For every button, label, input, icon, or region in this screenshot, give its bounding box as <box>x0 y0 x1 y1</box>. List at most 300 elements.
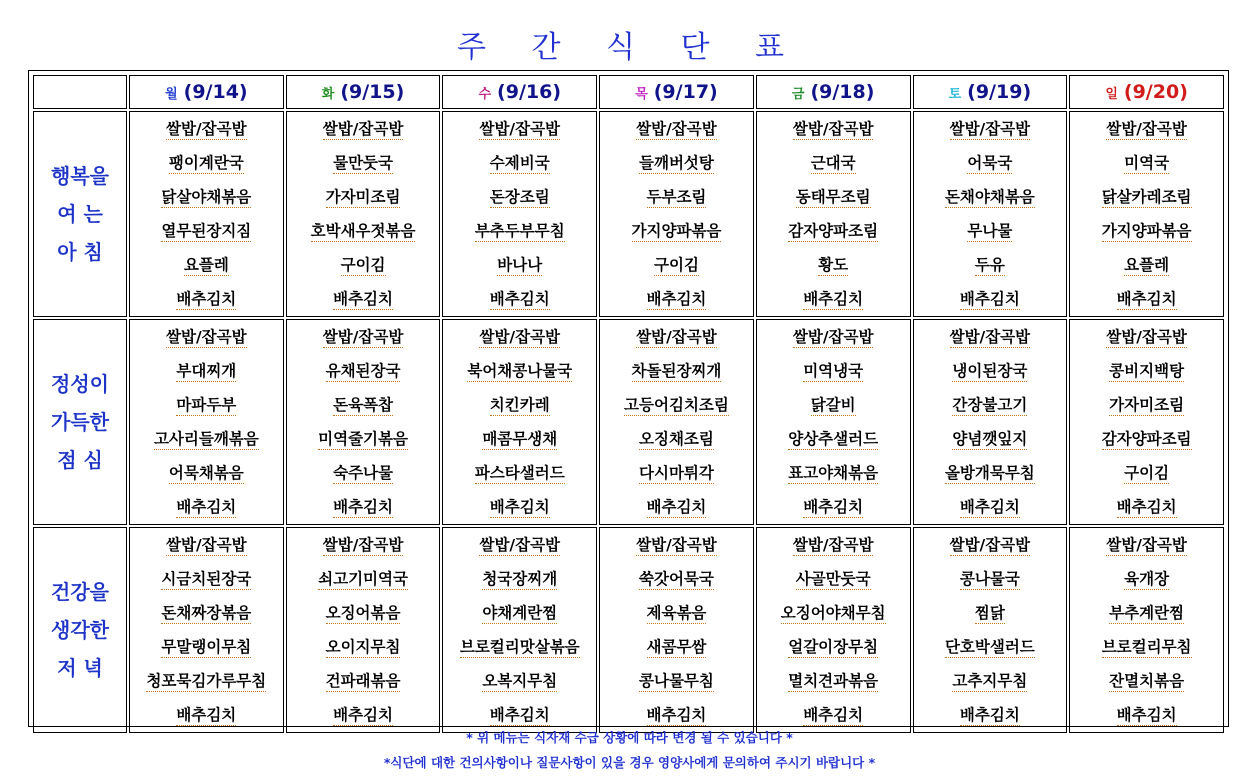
menu-item <box>443 698 596 732</box>
menu-item <box>757 596 910 630</box>
menu-item <box>1070 112 1223 146</box>
menu-item <box>443 180 596 214</box>
menu-item-text: 쌀밥/잡곡밥 <box>792 328 874 346</box>
meal-label-line: 저 녁 <box>57 656 103 680</box>
menu-item-text: 동태무조림 <box>795 188 871 206</box>
menu-cell <box>756 319 911 525</box>
menu-item <box>757 528 910 562</box>
menu-item <box>914 180 1067 214</box>
menu-item <box>443 248 596 282</box>
menu-item <box>287 112 440 146</box>
menu-item <box>914 630 1067 664</box>
menu-item <box>443 456 596 490</box>
menu-item <box>443 562 596 596</box>
menu-item-text: 치킨카레 <box>489 396 550 414</box>
menu-cell <box>599 319 754 525</box>
menu-item <box>287 146 440 180</box>
day-date: (9/18) <box>810 81 875 103</box>
menu-item <box>443 320 596 354</box>
menu-cell <box>286 527 441 733</box>
menu-item-text: 유채된장국 <box>325 362 401 380</box>
meal-label-line: 건강을 <box>51 580 109 604</box>
menu-item-text: 차돌된장찌개 <box>631 362 722 380</box>
menu-item-text: 물만둣국 <box>333 154 393 172</box>
notice-text: *식단에 대한 건의사항이나 질문사항이 있을 경우 영양사에게 문의하여 주시기 바랍니다 * <box>383 755 876 770</box>
menu-item <box>287 354 440 388</box>
menu-item <box>1070 354 1223 388</box>
day-date: (9/17) <box>653 81 718 103</box>
menu-cell <box>129 111 284 317</box>
menu-item-text: 구이김 <box>1124 464 1170 482</box>
menu-item-text: 돈장조림 <box>489 188 550 206</box>
menu-item-text: 쌀밥/잡곡밥 <box>949 328 1031 346</box>
menu-item <box>600 214 753 248</box>
menu-cell <box>913 111 1068 317</box>
menu-item <box>757 112 910 146</box>
menu-item <box>443 388 596 422</box>
menu-item-text: 잔멸치볶음 <box>1109 672 1185 690</box>
meal-row <box>33 319 1224 525</box>
menu-item-text: 다시마튀각 <box>639 464 714 482</box>
menu-item-text: 오이지무침 <box>325 638 401 656</box>
menu-item <box>1070 146 1223 180</box>
menu-item <box>914 388 1067 422</box>
menu-item <box>600 354 753 388</box>
menu-item <box>757 490 910 524</box>
menu-item <box>287 664 440 698</box>
menu-item <box>1070 282 1223 316</box>
menu-item-text: 오징어볶음 <box>325 604 401 622</box>
menu-item-text: 브로컬리무침 <box>1101 638 1192 656</box>
menu-item <box>130 562 283 596</box>
menu-item <box>287 562 440 596</box>
menu-item-text: 콩나물무침 <box>639 672 714 690</box>
day-header <box>442 75 597 109</box>
menu-item-text: 두부조림 <box>646 188 707 206</box>
menu-item <box>757 388 910 422</box>
day-date: (9/15) <box>340 81 405 103</box>
menu-item <box>443 422 596 456</box>
menu-item <box>1070 422 1223 456</box>
menu-item <box>600 664 753 698</box>
menu-item <box>600 146 753 180</box>
menu-item-text: 배추김치 <box>646 706 707 724</box>
menu-cell <box>129 527 284 733</box>
menu-item-text: 청국장찌개 <box>482 570 558 588</box>
menu-item-text: 닭갈비 <box>810 396 856 414</box>
menu-item <box>1070 630 1223 664</box>
menu-item <box>914 320 1067 354</box>
menu-item <box>443 664 596 698</box>
menu-item-text: 간장불고기 <box>952 396 1028 414</box>
menu-item <box>600 698 753 732</box>
menu-item-text: 오복지무침 <box>482 672 558 690</box>
menu-item-text: 쌀밥/잡곡밥 <box>949 536 1031 554</box>
menu-item <box>600 320 753 354</box>
day-glyph: 수 <box>478 87 492 102</box>
menu-item-text: 시금치된장국 <box>161 570 252 588</box>
menu-item-text: 쌀밥/잡곡밥 <box>166 328 247 346</box>
menu-item <box>914 528 1067 562</box>
meal-label-line: 생각한 <box>51 618 109 642</box>
menu-item-text: 미역국 <box>1124 154 1170 172</box>
day-header <box>1069 75 1224 109</box>
menu-item-text: 청포묵김가루무침 <box>146 672 267 690</box>
menu-item-text: 고사리들깨볶음 <box>153 430 259 448</box>
menu-item-text: 쌀밥/잡곡밥 <box>166 120 247 138</box>
day-glyph: 금 <box>791 87 805 102</box>
menu-item <box>757 248 910 282</box>
menu-item-text: 냉이된장국 <box>952 362 1028 380</box>
menu-item <box>130 146 283 180</box>
meal-label-line: 가득한 <box>51 410 109 434</box>
menu-item-text: 배추김치 <box>489 498 550 516</box>
menu-item <box>130 388 283 422</box>
menu-item-text: 올방개묵무침 <box>944 464 1035 482</box>
day-date: (9/14) <box>183 81 248 103</box>
menu-item <box>600 490 753 524</box>
menu-item-text: 콩비지백탕 <box>1109 362 1185 380</box>
menu-item-text: 쌀밥/잡곡밥 <box>1106 120 1187 138</box>
menu-cell <box>442 527 597 733</box>
menu-item <box>1070 528 1223 562</box>
day-glyph: 월 <box>165 87 178 102</box>
menu-item <box>914 112 1067 146</box>
menu-item-text: 배추김치 <box>176 290 237 308</box>
menu-item <box>914 248 1067 282</box>
menu-item <box>287 456 440 490</box>
menu-cell <box>1069 319 1224 525</box>
menu-item-text: 배추김치 <box>333 498 393 516</box>
menu-item <box>1070 698 1223 732</box>
menu-item <box>1070 456 1223 490</box>
menu-item-text: 돈채야채볶음 <box>944 188 1035 206</box>
menu-item <box>757 456 910 490</box>
menu-item-text: 부대찌개 <box>176 362 237 380</box>
menu-item-text: 부추두부무침 <box>474 222 565 240</box>
menu-item-text: 쌀밥/잡곡밥 <box>636 536 717 554</box>
menu-item <box>287 320 440 354</box>
menu-item <box>130 596 283 630</box>
meal-row <box>33 111 1224 317</box>
menu-item-text: 배추김치 <box>803 706 864 724</box>
menu-item-text: 구이김 <box>654 256 699 274</box>
menu-item <box>130 282 283 316</box>
menu-item-text: 호박새우젓볶음 <box>310 222 416 240</box>
menu-item <box>130 528 283 562</box>
menu-item <box>914 562 1067 596</box>
menu-item <box>1070 320 1223 354</box>
menu-item-text: 고등어김치조림 <box>624 396 729 414</box>
menu-item <box>914 422 1067 456</box>
menu-item <box>600 248 753 282</box>
menu-cell <box>442 111 597 317</box>
meal-label <box>33 111 127 317</box>
day-glyph: 목 <box>635 87 648 102</box>
menu-item-text: 감자양파조림 <box>1101 430 1192 448</box>
menu-item <box>1070 180 1223 214</box>
menu-item <box>443 490 596 524</box>
menu-item-text: 쌀밥/잡곡밥 <box>166 536 247 554</box>
menu-item-text: 찜닭 <box>974 604 1005 622</box>
menu-cell <box>286 111 441 317</box>
meal-label-line: 아 침 <box>57 240 103 264</box>
meal-row <box>33 527 1224 733</box>
menu-item <box>1070 664 1223 698</box>
menu-item-text: 매콤무생채 <box>482 430 558 448</box>
meal-label-line: 점 심 <box>57 448 103 472</box>
menu-item-text: 요플레 <box>183 256 229 274</box>
menu-item <box>130 320 283 354</box>
menu-item-text: 쑥갓어묵국 <box>639 570 714 588</box>
menu-item-text: 열무된장지짐 <box>161 222 252 240</box>
menu-item <box>914 456 1067 490</box>
menu-item-text: 감자양파조림 <box>788 222 879 240</box>
menu-item-text: 어묵채볶음 <box>168 464 244 482</box>
menu-item-text: 배추김치 <box>1116 498 1177 516</box>
menu-item-text: 브로컬리맛살볶음 <box>459 638 580 656</box>
menu-item <box>287 596 440 630</box>
menu-item <box>600 388 753 422</box>
menu-item-text: 배추김치 <box>803 498 864 516</box>
menu-item-text: 무말랭이무침 <box>161 638 252 656</box>
day-date: (9/19) <box>967 81 1032 103</box>
menu-item <box>443 354 596 388</box>
menu-item <box>914 664 1067 698</box>
menu-item <box>130 248 283 282</box>
header-row <box>33 75 1224 109</box>
menu-cell <box>913 319 1068 525</box>
day-header <box>913 75 1068 109</box>
menu-item <box>443 596 596 630</box>
meal-label <box>33 319 127 525</box>
menu-item-text: 쇠고기미역국 <box>318 570 408 588</box>
meal-label-line: 여 는 <box>57 202 103 226</box>
menu-cell <box>913 527 1068 733</box>
menu-item-text: 수제비국 <box>489 154 550 172</box>
day-header <box>286 75 441 109</box>
menu-item-text: 오징채조림 <box>639 430 714 448</box>
menu-item <box>287 490 440 524</box>
menu-item-text: 배추김치 <box>176 706 237 724</box>
menu-item <box>130 214 283 248</box>
menu-item-text: 쌀밥/잡곡밥 <box>479 536 561 554</box>
menu-item-text: 배추김치 <box>959 290 1020 308</box>
menu-cell <box>756 111 911 317</box>
menu-item-text: 닭살카레조림 <box>1101 188 1192 206</box>
meal-label <box>33 527 127 733</box>
menu-item-text: 쌀밥/잡곡밥 <box>636 120 717 138</box>
day-header <box>129 75 284 109</box>
menu-item <box>757 562 910 596</box>
menu-item <box>287 282 440 316</box>
menu-item-text: 마파두부 <box>176 396 237 414</box>
menu-item <box>914 214 1067 248</box>
menu-item <box>130 630 283 664</box>
menu-item-text: 근대국 <box>810 154 856 172</box>
menu-item-text: 배추김치 <box>959 706 1020 724</box>
menu-item <box>443 112 596 146</box>
menu-item <box>443 146 596 180</box>
menu-item-text: 파스타샐러드 <box>474 464 565 482</box>
menu-item-text: 쌀밥/잡곡밥 <box>322 536 404 554</box>
menu-item-text: 무나물 <box>967 222 1013 240</box>
menu-item-text: 제육볶음 <box>646 604 707 622</box>
menu-item <box>600 456 753 490</box>
menu-item <box>757 354 910 388</box>
notice-text: * 위 메뉴는 식자재 수급 상황에 따라 변경 될 수 있습니다 * <box>466 730 793 745</box>
menu-item-text: 배추김치 <box>646 498 707 516</box>
menu-item-text: 구이김 <box>340 256 386 274</box>
menu-item <box>130 422 283 456</box>
menu-item-text: 미역줄기볶음 <box>318 430 408 448</box>
day-date: (9/16) <box>497 81 562 103</box>
menu-item <box>287 528 440 562</box>
menu-item <box>287 214 440 248</box>
menu-item <box>757 422 910 456</box>
menu-item <box>1070 248 1223 282</box>
day-header <box>756 75 911 109</box>
menu-item <box>914 698 1067 732</box>
menu-cell <box>129 319 284 525</box>
menu-item <box>443 214 596 248</box>
menu-item <box>914 146 1067 180</box>
menu-item-text: 북어채콩나물국 <box>467 362 573 380</box>
meal-label-line: 정성이 <box>51 372 109 396</box>
menu-item-text: 쌀밥/잡곡밥 <box>322 120 404 138</box>
menu-item <box>443 528 596 562</box>
menu-item <box>600 630 753 664</box>
menu-item-text: 단호박샐러드 <box>944 638 1035 656</box>
menu-item-text: 배추김치 <box>803 290 864 308</box>
menu-item-text: 표고야채볶음 <box>788 464 879 482</box>
menu-item <box>600 562 753 596</box>
menu-item-text: 건파래볶음 <box>325 672 401 690</box>
menu-item <box>757 320 910 354</box>
menu-item <box>130 456 283 490</box>
menu-item-text: 배추김치 <box>1116 290 1177 308</box>
menu-item <box>757 180 910 214</box>
menu-item <box>914 596 1067 630</box>
menu-item-text: 닭살야채볶음 <box>161 188 252 206</box>
menu-item-text: 배추김치 <box>1116 706 1177 724</box>
menu-item-text: 배추김치 <box>176 498 237 516</box>
menu-item-text: 황도 <box>818 256 849 274</box>
menu-item <box>130 180 283 214</box>
menu-item <box>600 282 753 316</box>
menu-item <box>130 664 283 698</box>
menu-item-text: 어묵국 <box>967 154 1013 172</box>
menu-item-text: 쌀밥/잡곡밥 <box>792 536 874 554</box>
menu-item-text: 쌀밥/잡곡밥 <box>1106 536 1187 554</box>
menu-item <box>130 112 283 146</box>
page-title: 주 간 식 단 표 <box>456 30 803 65</box>
menu-item-text: 가지양파볶음 <box>1101 222 1192 240</box>
menu-item <box>443 630 596 664</box>
menu-item <box>757 630 910 664</box>
menu-item-text: 배추김치 <box>489 290 550 308</box>
menu-item-text: 두유 <box>974 256 1005 274</box>
menu-table <box>28 70 1229 727</box>
menu-item-text: 돈육폭찹 <box>333 396 393 414</box>
menu-item-text: 쌀밥/잡곡밥 <box>479 120 561 138</box>
menu-cell <box>756 527 911 733</box>
menu-item-text: 고추지무침 <box>952 672 1028 690</box>
menu-item-text: 새콤무쌈 <box>646 638 707 656</box>
menu-item <box>757 282 910 316</box>
menu-item-text: 요플레 <box>1124 256 1170 274</box>
menu-item-text: 바나나 <box>497 256 543 274</box>
menu-item <box>130 354 283 388</box>
menu-item-text: 들깨버섯탕 <box>639 154 714 172</box>
menu-item <box>600 528 753 562</box>
corner-cell <box>33 75 127 109</box>
menu-item <box>600 180 753 214</box>
menu-cell <box>442 319 597 525</box>
menu-cell <box>599 527 754 733</box>
menu-item-text: 쌀밥/잡곡밥 <box>636 328 717 346</box>
menu-item <box>1070 214 1223 248</box>
menu-item <box>287 248 440 282</box>
menu-item <box>287 388 440 422</box>
menu-cell <box>1069 527 1224 733</box>
menu-item-text: 양상추샐러드 <box>788 430 879 448</box>
day-glyph: 토 <box>948 87 962 102</box>
day-glyph: 화 <box>321 87 335 102</box>
menu-item-text: 숙주나물 <box>333 464 393 482</box>
menu-item-text: 가자미조림 <box>1109 396 1185 414</box>
menu-item-text: 배추김치 <box>959 498 1020 516</box>
menu-item-text: 멸치견과볶음 <box>788 672 879 690</box>
menu-item <box>287 630 440 664</box>
menu-item-text: 육개장 <box>1124 570 1170 588</box>
menu-cell <box>599 111 754 317</box>
menu-item <box>757 146 910 180</box>
menu-item <box>600 112 753 146</box>
menu-item <box>757 698 910 732</box>
menu-item <box>757 214 910 248</box>
menu-item-text: 양념깻잎지 <box>952 430 1028 448</box>
menu-item <box>757 664 910 698</box>
menu-item-text: 쌀밥/잡곡밥 <box>322 328 404 346</box>
menu-item <box>1070 596 1223 630</box>
menu-item-text: 얼갈이장무침 <box>788 638 879 656</box>
menu-item-text: 부추계란찜 <box>1109 604 1185 622</box>
menu-item-text: 가자미조림 <box>325 188 401 206</box>
meal-label-line: 행복을 <box>51 164 109 188</box>
menu-item <box>914 282 1067 316</box>
menu-cell <box>286 319 441 525</box>
menu-item <box>600 422 753 456</box>
menu-item-text: 팽이계란국 <box>168 154 244 172</box>
menu-item <box>130 698 283 732</box>
menu-item <box>1070 490 1223 524</box>
menu-item <box>287 422 440 456</box>
menu-cell <box>1069 111 1224 317</box>
menu-item-text: 배추김치 <box>489 706 550 724</box>
day-header <box>599 75 754 109</box>
menu-item <box>1070 388 1223 422</box>
menu-item-text: 야채계란찜 <box>482 604 558 622</box>
menu-item-text: 배추김치 <box>333 706 393 724</box>
menu-item-text: 사골만둣국 <box>795 570 871 588</box>
menu-item <box>914 490 1067 524</box>
menu-item-text: 쌀밥/잡곡밥 <box>1106 328 1187 346</box>
menu-item <box>130 490 283 524</box>
menu-item-text: 쌀밥/잡곡밥 <box>949 120 1031 138</box>
menu-item-text: 미역냉국 <box>803 362 864 380</box>
menu-item <box>1070 562 1223 596</box>
